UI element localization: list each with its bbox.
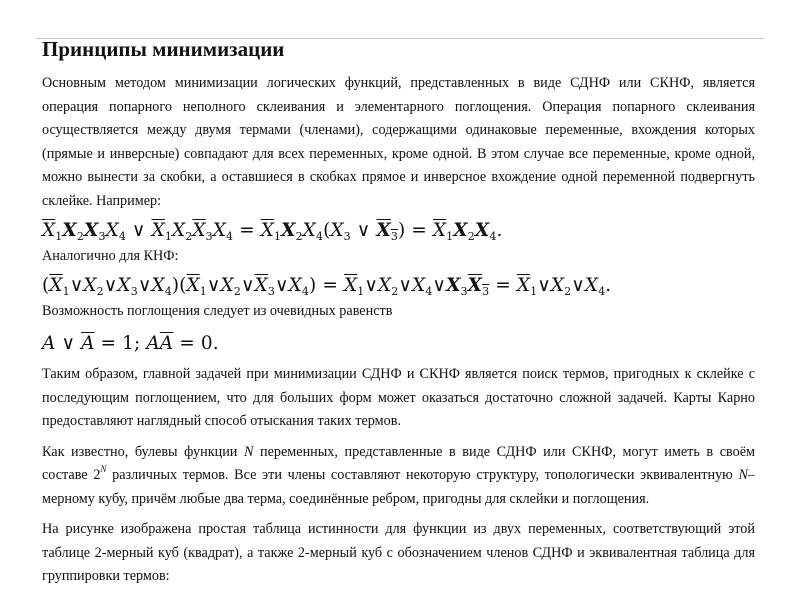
formula-cnf-gluing: $(\overline{X}_1\vee X_2\vee X_3\vee X_4)(\overline{X}_1\vee X_2\vee\overline{X}_3\vee X_4)$ = $\overline{X}_1\vee X_2\vee X_4\vee X_3X_3$ = $\overline{X}_1\vee X_2\vee X_4$. [42, 275, 612, 298]
page-title: Принципы минимизации [42, 37, 285, 61]
formula-dnf-gluing: $\overline{X}_1X_2X_3X_4$ ∨ $\overline{X}_1X_2\overline{X}_3X_4 = \overline{X}_1X_2X_4(X_3$ ∨ $X_3) = \overline{X}_1X_2X_4$. [42, 220, 503, 243]
paragraph-intro: Основным методом минимизации логических функций, представленных в виде СДНФ или СКНФ, является операция попарного неполного склеивания и элементарного поглощения. Операция попарного склеивания осуществляется между двумя термами (членами), содержащими одинаковые переменные, вхождения которых (прямые и инверсные) совпадают для всех переменных, кроме одной. В этом случае все переменные, кроме одной, можно вынести за скобки, а оставшиеся в скобках прямое и инверсное вхождение одной переменной подвергнуть склейке. Например: [42, 75, 755, 209]
paragraph-karnaugh: Таким образом, главной задачей при минимизации СДНФ и СКНФ является поиск термов, пригодных к склейке с последующим поглощением, что для больших форм может оказаться достаточно сложной задачей. Карты Карно предоставляют наглядный способ отыскания таких термов. [42, 366, 755, 429]
article [42, 36, 755, 589]
paragraph-cube: Как известно, булевы функции N переменных, представленные в виде СДНФ или СКНФ, могут иметь в своём составе $2^N$ различных термов. Все эти члены составляют некоторую структуру, топологически эквивалентную N–мерному кубу, причём любые два терма, соединённые ребром, пригодны для склейки и поглощения. [42, 443, 755, 507]
label-absorption: Возможность поглощения следует из очевидных равенств [42, 303, 393, 319]
formula-absorption: A ∨ $\overline{A} = 1$; $A\overline{A} = 0$. [42, 333, 219, 354]
label-cnf: Аналогично для КНФ: [42, 248, 179, 264]
paragraph-figure: На рисунке изображена простая таблица истинности для функции из двух переменных, соответствующий этой таблице 2-мерный куб (квадрат), а также 2-мерный куб с обозначением членов СДНФ и эквивалентная таблица для группировки термов: [42, 521, 755, 584]
